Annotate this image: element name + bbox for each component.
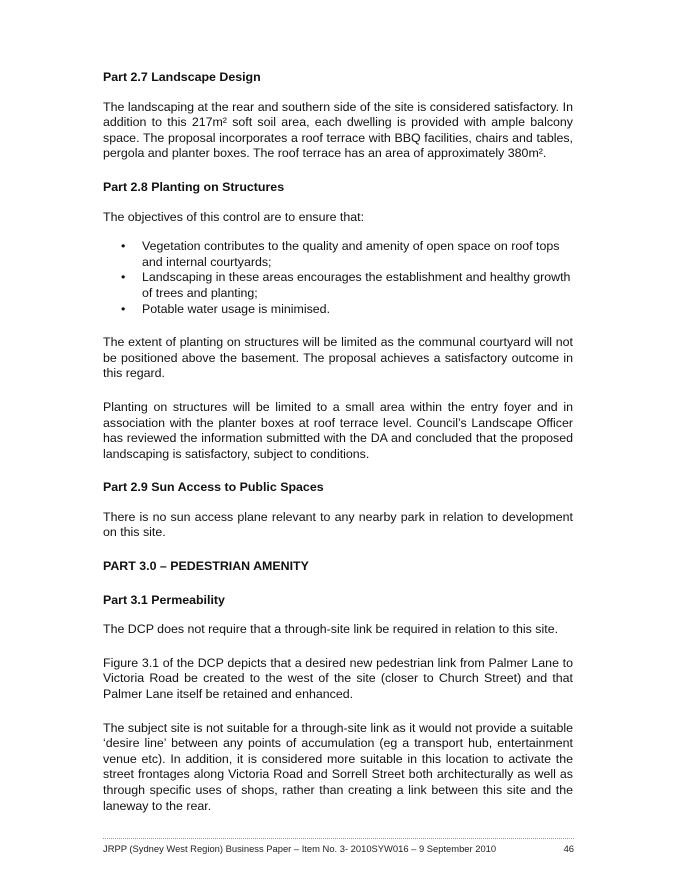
- section-heading: Part 2.9 Sun Access to Public Spaces: [103, 480, 324, 495]
- footer-divider: [103, 838, 574, 839]
- list-item-text: Vegetation contributes to the quality and amenity of open space on roof tops and internal courtyards;: [142, 239, 560, 269]
- paragraph: Planting on structures will be limited to a small area within the entry foyer and in association with the planter boxes at roof terrace level. Council’s Landscape Officer has reviewed the information submitted with the DA and concluded that the proposed landscaping is satisfactory, subject to conditions.: [103, 399, 573, 461]
- section-heading: Part 2.8 Planting on Structures: [103, 179, 285, 194]
- bullet-icon: •: [121, 301, 126, 316]
- part-heading: PART 3.0 – PEDESTRIAN AMENITY: [103, 559, 309, 574]
- paragraph: The subject site is not suitable for a through-site link as it would not provide a suitable ‘desire line’ between any points of accumulation (eg a transport hub, entertainment venue etc). In addition, it is considered more suitable in this location to activate the street frontages along Victoria Road and Sorrell Street both architecturally as well as through specific uses of shops, rather than creating a link between this site and the laneway to the rear.: [103, 720, 573, 813]
- list-item: [103, 302, 573, 318]
- section-heading: Part 2.7 Landscape Design: [103, 70, 261, 84]
- paragraph: There is no sun access plane relevant to any nearby park in relation to development on this site.: [103, 509, 573, 540]
- page-number: 46: [563, 843, 574, 854]
- bullet-list: [103, 239, 573, 317]
- paragraph-intro: The objectives of this control are to ensure that:: [103, 209, 365, 224]
- bullet-icon: •: [121, 239, 126, 254]
- paragraph: The DCP does not require that a through-site link be required in relation to this site.: [103, 622, 559, 637]
- paragraph: Figure 3.1 of the DCP depicts that a desired new pedestrian link from Palmer Lane to Victoria Road be created to the west of the site (closer to Church Street) and that Palmer Lane itself be retained and enhanced.: [103, 655, 573, 702]
- list-item: [103, 270, 573, 301]
- paragraph: The extent of planting on structures will be limited as the communal courtyard will not be positioned above the basement. The proposal achieves a satisfactory outcome in this regard.: [103, 335, 573, 381]
- bullet-icon: •: [121, 270, 126, 285]
- footer-text: JRPP (Sydney West Region) Business Paper – Item No. 3- 2010SYW016 – 9 September 2010: [103, 843, 497, 854]
- paragraph: The landscaping at the rear and southern side of the site is considered satisfactory. In addition to this 217m² soft soil area, each dwelling is provided with ample balcony space. The proposal incorporates a roof terrace with BBQ facilities, chairs and tables, pergola and planter boxes. The roof terrace has an area of approximately 380m².: [103, 99, 573, 161]
- list-item-text: Potable water usage is minimised.: [142, 301, 331, 316]
- document-body: [103, 70, 573, 814]
- section-heading: Part 3.1 Permeability: [103, 592, 225, 607]
- list-item-text: Landscaping in these areas encourages the establishment and healthy growth of trees and planting;: [142, 270, 571, 300]
- list-item: [103, 239, 573, 270]
